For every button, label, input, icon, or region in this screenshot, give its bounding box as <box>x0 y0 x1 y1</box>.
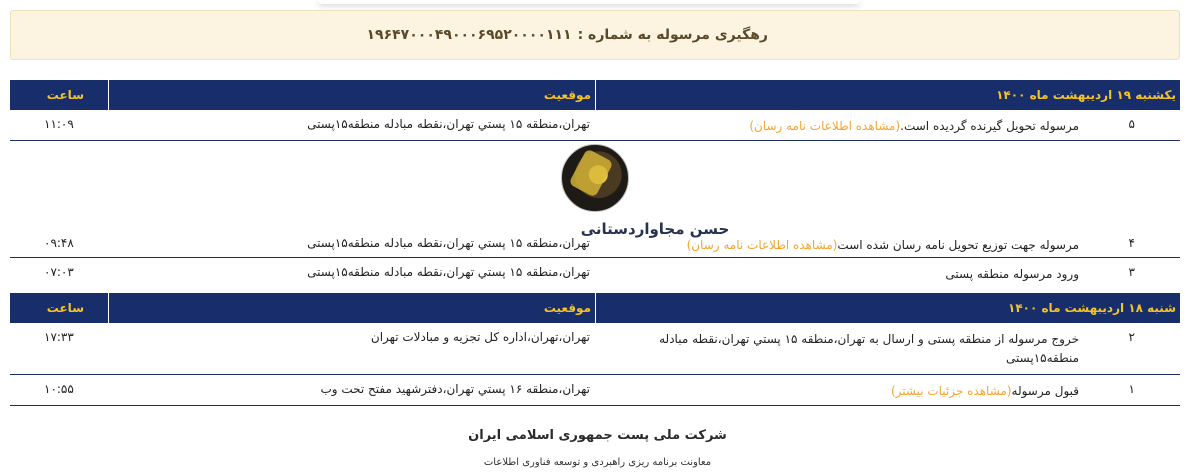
column-location-header: موقعیت <box>109 80 596 110</box>
column-location-header: موقعیت <box>109 293 596 323</box>
view-courier-info-link[interactable]: (مشاهده اطلاعات نامه رسان) <box>749 119 901 133</box>
tracking-number: ۱۹۶۴۷۰۰۰۴۹۰۰۰۶۹۵۲۰۰۰۰۱۱۱ <box>366 27 572 43</box>
row-description <box>596 375 1085 401</box>
column-time-header: ساعت <box>10 293 109 323</box>
row-time: ۱۰:۵۵ <box>44 382 74 396</box>
view-courier-info-link[interactable]: (مشاهده اطلاعات نامه رسان) <box>686 238 838 252</box>
row-index: ۵ <box>1128 117 1135 131</box>
group-date: یکشنبه ۱۹ اردیبهشت ماه ۱۴۰۰ <box>996 88 1176 102</box>
row-time: ۱۷:۳۳ <box>44 330 74 344</box>
row-description <box>596 323 1085 368</box>
tracking-table-group-1 <box>10 80 1180 288</box>
description-text: ورود مرسوله منطقه پستی <box>945 267 1079 281</box>
tracking-table-group-2 <box>10 293 1180 406</box>
table-row <box>10 110 1180 141</box>
row-index: ۳ <box>1128 265 1135 279</box>
table-row <box>10 375 1180 406</box>
column-time-header: ساعت <box>10 80 109 110</box>
courier-name: حسن مجاواردستانی <box>580 220 730 238</box>
row-location: تهران،منطقه ۱۵ پستي تهران،نقطه مبادله منطقه۱۵پستی <box>307 117 590 131</box>
description-text: خروج مرسوله از منطقه پستی و ارسال به تهران،منطقه ۱۵ پستي تهران،نقطه مبادله منطقه۱۵پستی <box>659 332 1079 365</box>
courier-avatar <box>561 144 629 212</box>
footer-department: معاونت برنامه ریزی راهبردی و توسعه فناوری اطلاعات <box>483 457 712 468</box>
row-time: ۱۱:۰۹ <box>44 117 74 131</box>
footer-org-name: شرکت ملی پست جمهوری اسلامی ایران <box>468 428 727 443</box>
row-description <box>596 234 1085 255</box>
top-tab-shadow <box>318 0 860 4</box>
row-location: تهران،تهران،اداره کل تجزیه و مبادلات تهران <box>370 330 590 344</box>
description-text: قبول مرسوله <box>1011 384 1079 398</box>
view-more-details-link[interactable]: (مشاهده جزئیات بیشتر) <box>890 384 1012 398</box>
tracking-title: رهگیری مرسوله به شماره : <box>577 27 768 43</box>
row-time: ۰۹:۴۸ <box>44 236 74 250</box>
table-row <box>10 234 1180 258</box>
description-text: مرسوله تحویل گیرنده گردیده است. <box>900 119 1079 133</box>
group-header <box>10 293 1180 323</box>
table-row <box>10 258 1180 288</box>
row-location: تهران،منطقه ۱۵ پستي تهران،نقطه مبادله منطقه۱۵پستی <box>307 236 590 250</box>
row-description <box>596 258 1085 284</box>
tracking-banner <box>10 10 1180 60</box>
group-date: شنبه ۱۸ اردیبهشت ماه ۱۴۰۰ <box>1008 301 1176 315</box>
row-time: ۰۷:۰۳ <box>44 265 74 279</box>
group-header <box>10 80 1180 110</box>
row-index: ۲ <box>1128 330 1135 344</box>
courier-card <box>10 141 1180 238</box>
row-description <box>596 110 1085 136</box>
row-location: تهران،منطقه ۱۵ پستي تهران،نقطه مبادله منطقه۱۵پستی <box>307 265 590 279</box>
row-index: ۴ <box>1128 236 1135 250</box>
row-location: تهران،منطقه ۱۶ پستي تهران،دفترشهید مفتح تحت وب <box>320 382 590 396</box>
table-row <box>10 323 1180 375</box>
row-index: ۱ <box>1128 382 1135 396</box>
description-text: مرسوله جهت توزیع تحویل نامه رسان شده است <box>837 238 1079 252</box>
